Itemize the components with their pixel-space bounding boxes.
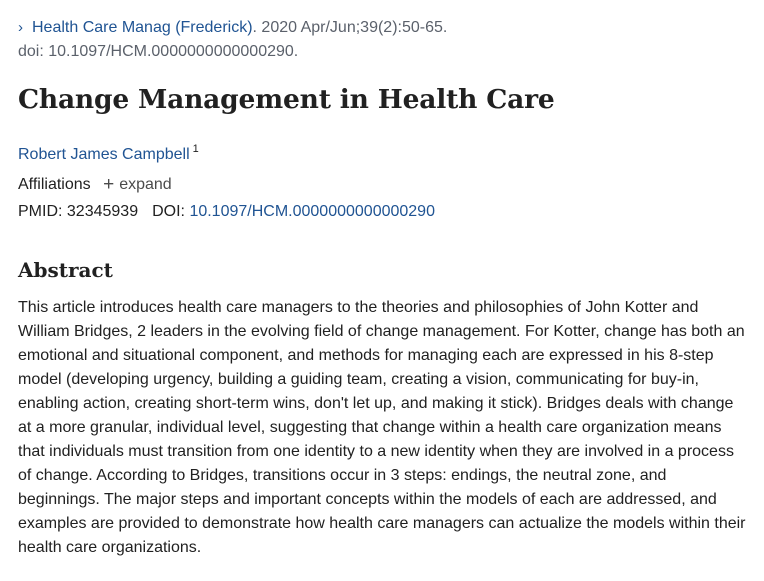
plus-icon: + xyxy=(103,174,115,195)
author-affiliation-ref[interactable]: 1 xyxy=(192,143,199,155)
doi-link[interactable]: 10.1097/HCM.0000000000000290 xyxy=(189,203,435,220)
affiliations-row xyxy=(18,174,172,196)
authors-list xyxy=(18,138,199,166)
page-title: Change Management in Health Care xyxy=(18,84,555,115)
citation-line-1 xyxy=(18,16,447,40)
pmid-label: PMID: xyxy=(18,203,63,220)
citation-date-issue: . 2020 Apr/Jun;39(2):50-65. xyxy=(252,19,448,36)
pmid-value: 32345939 xyxy=(66,203,139,220)
citation xyxy=(18,16,447,64)
author-link[interactable]: Robert James Campbell xyxy=(18,146,190,163)
doi-label: DOI: xyxy=(152,203,185,220)
abstract-heading: Abstract xyxy=(18,258,113,282)
journal-link[interactable] xyxy=(18,19,253,36)
affiliations-expand-button[interactable] xyxy=(103,176,172,193)
identifiers-row xyxy=(18,201,435,223)
journal-name: Health Care Manag (Frederick) xyxy=(32,19,253,36)
citation-doi: doi: 10.1097/HCM.0000000000000290. xyxy=(18,43,299,60)
expand-label: expand xyxy=(119,176,172,193)
chevron-right-icon: › xyxy=(18,19,23,36)
abstract-text: This article introduces health care managers to the theories and philosophies of John Kotter and William Bridges, 2 leaders in the evolving field of change management. For Kotter, change has both an emotional and situational component, and methods for managing each are expressed in his 8-step model (developing urgency, building a guiding team, creating a vision, communicating for buy-in, enabling action, creating short-term wins, don't let up, and making it stick). Bridges deals with change at a more granular, individual level, suggesting that change within a health care organization means that individuals must transition from one identity to a new identity when they are involved in a process of change. According to Bridges, transitions occur in 3 steps: endings, the neutral zone, and beginnings. The major steps and important concepts within the models of each are addressed, and examples are provided to demonstrate how health care managers can actualize the models within their health care organizations. xyxy=(18,299,746,556)
affiliations-label: Affiliations xyxy=(18,176,91,193)
